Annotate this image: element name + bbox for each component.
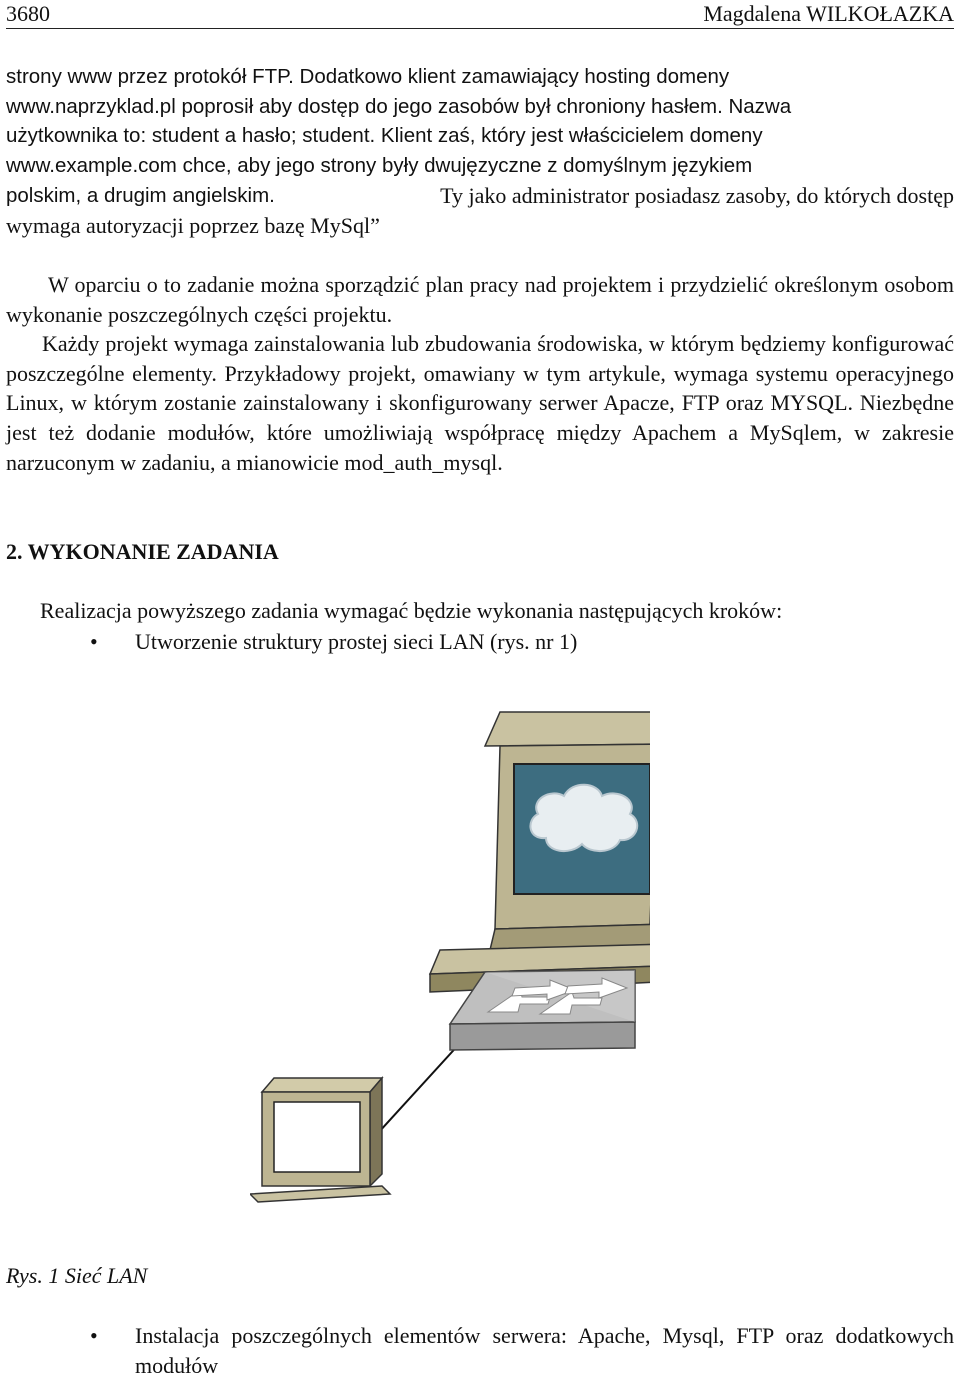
page-header xyxy=(6,0,954,29)
p1-mixed-line xyxy=(6,181,954,211)
p1-line: www.naprzyklad.pl poprosił aby dostęp do jego zasobów był chroniony hasłem. Nazwa xyxy=(6,94,792,118)
p1-tail-second: wymaga autoryzacji poprzez bazę MySql” xyxy=(6,212,380,238)
section-intro: Realizacja powyższego zadania wymagać będzie wykonania następujących kroków: xyxy=(40,598,783,623)
p1-tail-first: Ty jako administrator posiadasz zasoby, do których dostęp xyxy=(440,182,954,208)
p1-line: polskim, a drugim angielskim. xyxy=(6,183,275,207)
lan-diagram xyxy=(250,704,650,1204)
list-item xyxy=(6,1321,954,1381)
paragraph-3: Każdy projekt wymaga zainstalowania lub zbudowania środowiska, w którym będziemy konfigurować poszczególne elementy. Przykładowy projekt, omawiany w tym artykule, wymaga systemu operacyjnego Linux, w którym zostanie zainstalowany i skonfigurowany serwer Apacze, FTP oraz MYSQL. Niezbędne jest też dodanie modułów, które umożliwiają współpracę między Apachem a MySqlem, w zakresie narzuconym w zadaniu, a mianowicie mod_auth_mysql. xyxy=(6,331,954,475)
author-name: Magdalena WILKOŁAZKA xyxy=(703,1,954,26)
list-item-text: Utworzenie struktury prostej sieci LAN (rys. nr 1) xyxy=(135,629,578,654)
page-number: 3680 xyxy=(6,1,50,26)
p1-line: www.example.com chce, aby jego strony były dwujęzyczne z domyślnym językiem xyxy=(6,154,753,178)
server-monitor-icon xyxy=(430,712,650,992)
list-item xyxy=(6,627,954,657)
list-item-text: Instalacja poszczególnych elementów serwera: Apache, Mysql, FTP oraz dodatkowych modułów xyxy=(135,1323,954,1378)
bullet-icon: • xyxy=(90,629,98,654)
figure-caption: Rys. 1 Sieć LAN xyxy=(6,1263,148,1288)
paragraph-2: W oparciu o to zadanie można sporządzić plan pracy nad projektem i przydzielić określonym osobom wykonanie poszczególnych części projektu. xyxy=(6,272,954,327)
workstation-icon xyxy=(250,1078,390,1202)
network-switch-icon xyxy=(450,970,635,1050)
bullet-icon: • xyxy=(90,1323,98,1348)
p1-line: strony www przez protokół FTP. Dodatkowo klient zamawiający hosting domeny xyxy=(6,65,730,88)
paragraph-1 xyxy=(6,62,954,240)
p1-line: użytkownika to: student a hasło; student. Klient zaś, który jest właścicielem domeny xyxy=(6,124,763,148)
section-heading: 2. WYKONANIE ZADANIA xyxy=(6,539,279,564)
